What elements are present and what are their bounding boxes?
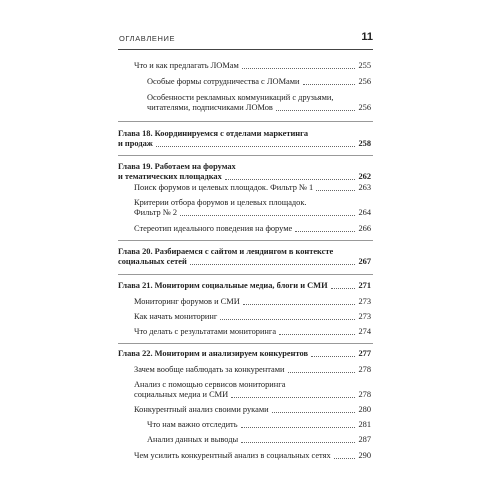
toc-entry-page: 274: [358, 327, 371, 336]
toc-entry[interactable]: [134, 405, 371, 415]
toc-entry-title-line1: Глава 18. Координируемся с отделами маркетинга: [118, 129, 309, 138]
toc-entry-page: 271: [358, 281, 371, 290]
toc-entry[interactable]: [134, 312, 371, 322]
toc-entry-title: социальных сетей: [118, 257, 187, 266]
toc-entry-page: 281: [358, 420, 371, 429]
toc-entry[interactable]: [134, 327, 371, 337]
toc-entry[interactable]: [134, 198, 371, 218]
toc-entry-title: Фильтр № 2: [134, 208, 178, 217]
toc-entry-title-line1: Глава 20. Разбираемся с сайтом и лендингом в контексте: [118, 247, 334, 256]
toc-chapter[interactable]: [118, 162, 371, 182]
toc-entry-page: 266: [358, 224, 371, 233]
toc-chapter[interactable]: [118, 129, 371, 149]
toc-entry-title: Конкурентный анализ своими руками: [134, 405, 269, 414]
toc-entry-page: 273: [358, 297, 371, 306]
divider: [118, 343, 373, 344]
toc-entry[interactable]: [147, 435, 371, 445]
toc-entry[interactable]: [147, 77, 371, 87]
toc-entry-page: 255: [358, 61, 371, 70]
toc-entry-title: Глава 22. Мониторим и анализируем конкурентов: [118, 349, 308, 358]
toc-entry-page: 263: [358, 183, 371, 192]
toc-entry-title: Что нам важно отследить: [147, 420, 238, 429]
toc-entry-title-line1: Глава 19. Работаем на форумах: [118, 162, 236, 171]
toc-entry-page: 256: [358, 77, 371, 86]
toc-entry-page: 262: [358, 172, 371, 181]
toc-entry-title: Глава 21. Мониторим социальные медиа, блоги и СМИ: [118, 281, 328, 290]
toc-entry-title: Поиск форумов и целевых площадок. Фильтр № 1: [134, 183, 314, 192]
toc-entry[interactable]: [134, 183, 371, 193]
divider: [118, 240, 373, 241]
toc-entry-title: Зачем вообще наблюдать за конкурентами: [134, 365, 285, 374]
toc-entry-title: социальных медиа и СМИ: [134, 390, 229, 399]
running-header-title: ОГЛАВЛЕНИЕ: [119, 34, 176, 43]
toc-entry[interactable]: [134, 297, 371, 307]
toc-entry[interactable]: [134, 224, 371, 234]
toc-entry-title: Чем усилить конкурентный анализ в социальных сетях: [134, 451, 331, 460]
toc-entry[interactable]: [147, 420, 371, 430]
toc-entry-title: Как начать мониторинг: [134, 312, 218, 321]
toc-entry-page: 287: [358, 435, 371, 444]
divider: [118, 274, 373, 275]
divider: [118, 155, 373, 156]
page-number: 11: [361, 31, 373, 43]
toc-entry-title: читателями, подписчиками ЛОМов: [147, 103, 273, 112]
toc-chapter[interactable]: [118, 247, 371, 267]
toc-entry-page: 278: [358, 390, 371, 399]
toc-entry-title: Стереотип идеального поведения на форуме: [134, 224, 293, 233]
toc-entry-title: Анализ данных и выводы: [147, 435, 239, 444]
toc-entry-page: 290: [358, 451, 371, 460]
toc-entry-title: Что делать с результатами мониторинга: [134, 327, 277, 336]
toc-chapter[interactable]: [118, 281, 371, 291]
toc-chapter[interactable]: [118, 349, 371, 359]
toc-entry-title-line1: Анализ с помощью сервисов мониторинга: [134, 380, 286, 389]
toc-entry[interactable]: [134, 451, 371, 461]
toc-entry-page: 280: [358, 405, 371, 414]
toc-entry[interactable]: [147, 93, 371, 113]
toc-entry-page: 273: [358, 312, 371, 321]
toc-entry-title: Особые формы сотрудничества с ЛОМами: [147, 77, 300, 86]
toc-entry-title: и тематических площадках: [118, 172, 222, 181]
toc-entry-title-line1: Особенности рекламных коммуникаций с друзьями,: [147, 93, 334, 102]
toc-entry-page: 256: [358, 103, 371, 112]
divider: [118, 121, 373, 122]
toc-entry[interactable]: [134, 61, 371, 71]
toc-entry-title: Мониторинг форумов и СМИ: [134, 297, 240, 306]
toc-entry-title: и продаж: [118, 139, 153, 148]
toc-entry-page: 264: [358, 208, 371, 217]
toc-entry-page: 267: [358, 257, 371, 266]
toc-entry[interactable]: [134, 365, 371, 375]
toc-entry[interactable]: [134, 380, 371, 400]
toc-entry-page: 258: [358, 139, 371, 148]
toc-entry-page: 277: [358, 349, 371, 358]
toc-entry-title: Что и как предлагать ЛОМам: [134, 61, 239, 70]
toc-entry-title-line1: Критерии отбора форумов и целевых площадок.: [134, 198, 307, 207]
toc-entry-page: 278: [358, 365, 371, 374]
